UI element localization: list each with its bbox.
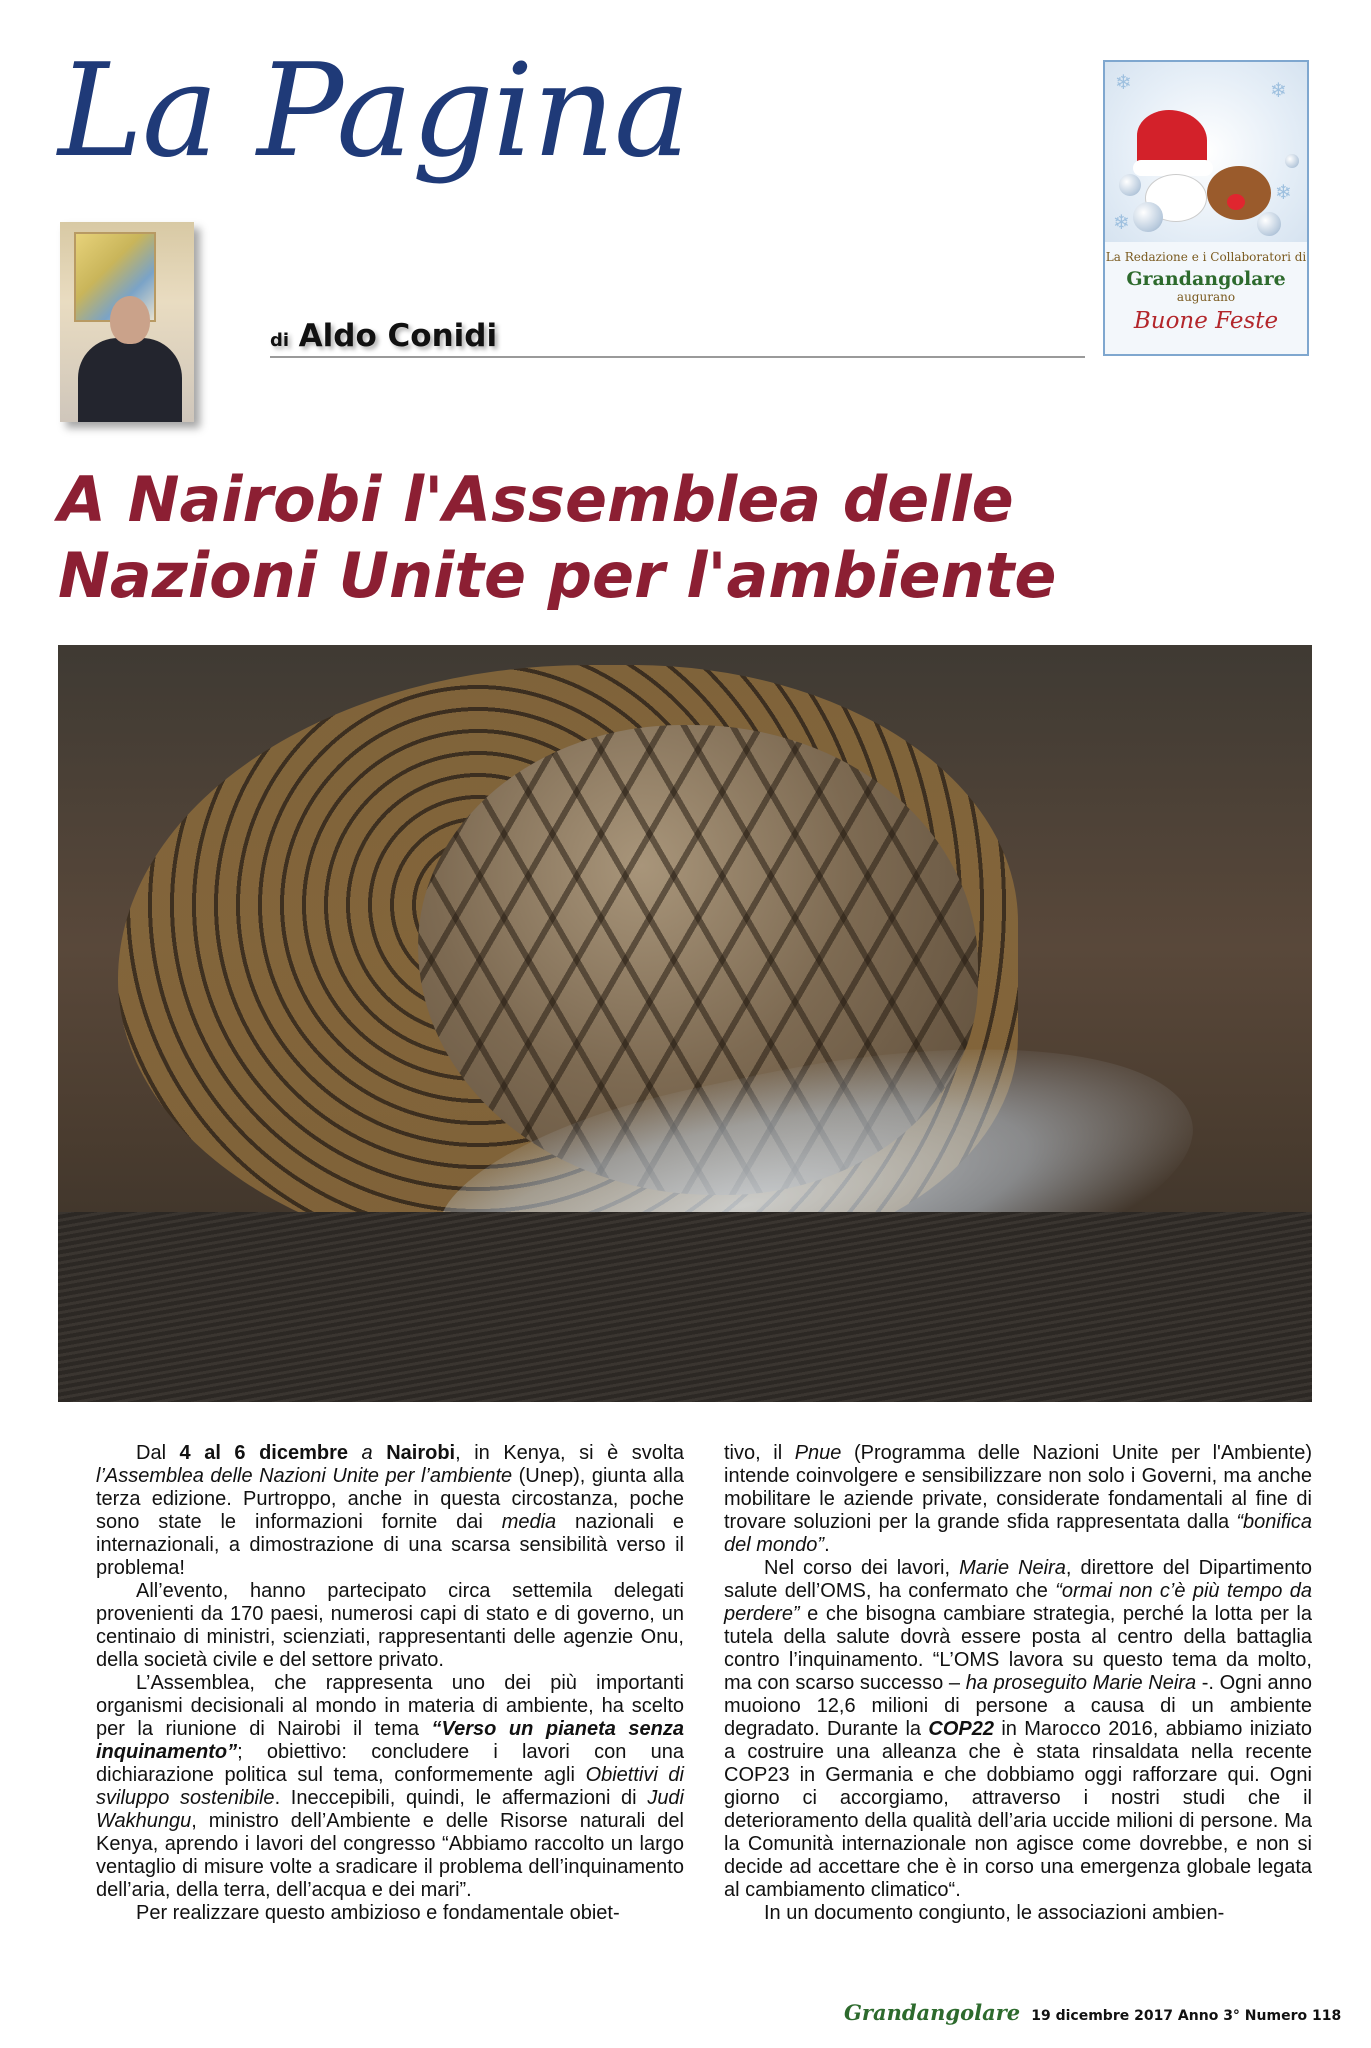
article-headline bbox=[58, 462, 1318, 614]
article-column-right bbox=[724, 1442, 1312, 1982]
headline-line-2: Nazioni Unite per l'ambiente bbox=[58, 539, 1057, 612]
reindeer-face-icon bbox=[1207, 166, 1271, 220]
page-footer bbox=[844, 2000, 1341, 2025]
article-body bbox=[96, 1442, 1316, 1982]
greeting-line-1: La Redazione e i Collaboratori di bbox=[1105, 250, 1307, 264]
paragraph: In un documento congiunto, le associazioni ambien- bbox=[764, 1902, 1225, 1924]
author-body bbox=[78, 338, 182, 422]
byline-prefix: di bbox=[270, 330, 290, 351]
turtle-plastic-photo bbox=[58, 645, 1312, 1402]
paragraph: Per realizzare questo ambizioso e fondamentale obiet- bbox=[136, 1902, 620, 1924]
byline-divider bbox=[270, 356, 1085, 358]
masthead-title: La Pagina bbox=[58, 37, 690, 186]
bubble-icon bbox=[1133, 202, 1163, 232]
author-head bbox=[110, 296, 150, 344]
footer-issue-info: 19 dicembre 2017 Anno 3° Numero 118 bbox=[1031, 2008, 1342, 2024]
paragraph: L’Assemblea, che rappresenta uno dei più importanti organismi decisionali al mondo in materia di ambiente, ha scelto per la riunione di Nairobi il tema “Verso un pianeta senza inquinamento”; obiettivo: concludere i lavori con una dichiarazione politica sul tema, conformemente agli Obiettivi di sviluppo sostenibile. Ineccepibili, quindi, le affermazioni di Judi Wakhungu, ministro dell’Ambiente e delle Risorse naturali del Kenya, aprendo i lavori del congresso “Abbiamo raccolto un largo ventaglio di misure volte a sradicare il problema dell’inquinamento dell’aria, della terra, dell’acqua e dei mari”. bbox=[96, 1672, 685, 1901]
holiday-illustration bbox=[1105, 62, 1307, 242]
santa-hat-icon bbox=[1137, 110, 1207, 166]
snowflake-icon: ❄ bbox=[1115, 70, 1132, 94]
sand-ground bbox=[58, 1212, 1312, 1402]
snowflake-icon: ❄ bbox=[1270, 78, 1287, 102]
author-photo bbox=[60, 222, 194, 422]
bubble-icon bbox=[1119, 174, 1141, 196]
byline bbox=[270, 318, 497, 354]
bubble-icon bbox=[1257, 212, 1281, 236]
paragraph: All’evento, hanno partecipato circa settemila delegati provenienti da 170 paesi, numerosi capi di stato e di governo, un centinaio di ministri, scienziati, rappresentanti delle agenzie Onu, della società civile e del settore privato. bbox=[96, 1580, 684, 1671]
article-column-left bbox=[96, 1442, 684, 1982]
reindeer-nose-icon bbox=[1227, 194, 1245, 210]
paragraph: tivo, il Pnue (Programma delle Nazioni Unite per l'Ambiente) intende coinvolgere e sensibilizzare non solo i Governi, ma anche mobilitare le aziende private, considerate fondamentali al fine di trovare soluzioni per la grande sfida rappresentata dalla “bonifica del mondo”. bbox=[724, 1442, 1312, 1556]
byline-author: Aldo Conidi bbox=[298, 318, 498, 354]
greeting-line-3: augurano bbox=[1176, 290, 1236, 304]
greeting-line-2: Grandangolare bbox=[1126, 268, 1286, 290]
bubble-icon bbox=[1285, 154, 1299, 168]
snowflake-icon: ❄ bbox=[1275, 180, 1292, 204]
paragraph: Dal 4 al 6 dicembre a Nairobi, in Kenya, si è svolta l’Assemblea delle Nazioni Unite per l’ambiente (Unep), giunta alla terza edizione. Purtroppo, anche in questa circostanza, poche sono state le informazioni fornite dai media nazionali e internazionali, a dimostrazione di una scarsa sensibilità verso il problema! bbox=[96, 1442, 685, 1579]
footer-brand: Grandangolare bbox=[844, 2000, 1021, 2025]
holiday-greeting-card bbox=[1103, 60, 1309, 356]
headline-line-1: A Nairobi l'Assemblea delle bbox=[58, 463, 1014, 536]
greeting-line-4: Buone Feste bbox=[1133, 308, 1279, 334]
snowflake-icon: ❄ bbox=[1113, 210, 1130, 234]
paragraph: Nel corso dei lavori, Marie Neira, direttore del Dipartimento salute dell’OMS, ha confermato che “ormai non c’è più tempo da perdere” e che bisogna cambiare strategia, perché la lotta per la tutela della salute dovrà essere posta al centro della battaglia contro l’inquinamento. “L’OMS lavora su questo tema da molto, ma con scarso successo – ha proseguito Marie Neira -. Ogni anno muoiono 12,6 milioni di persone a causa di un ambiente degradato. Durante la COP22 in Marocco 2016, abbiamo iniziato a costruire una alleanza che è stata rinsaldata nella recente COP23 in Germania e che dobbiamo oggi rafforzare qui. Ogni giorno ci accorgiamo, attraverso i nostri studi che il deterioramento della qualità dell’aria uccide milioni di persone. Ma la Comunità internazionale non agisce come dovrebbe, e non si decide ad accettare che è in corso una emergenza globale legata al cambiamento climatico“. bbox=[724, 1557, 1313, 1901]
